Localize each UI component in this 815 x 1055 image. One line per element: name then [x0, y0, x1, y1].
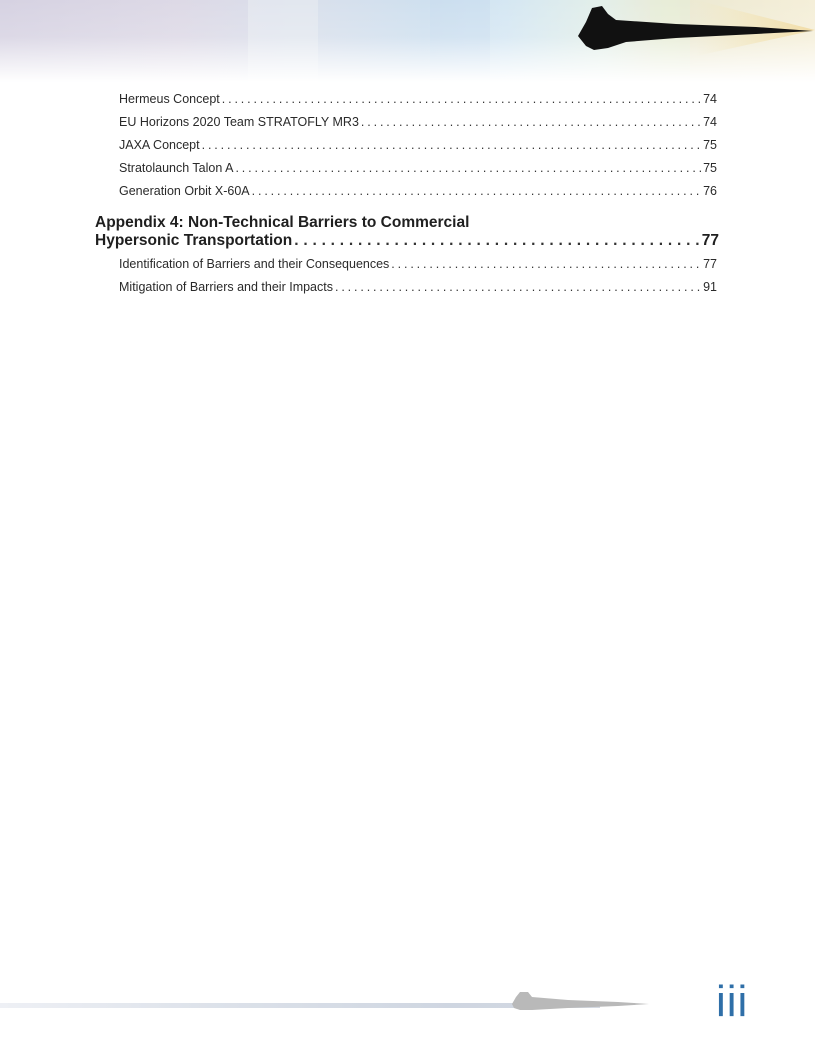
- toc-entry-jaxa[interactable]: [119, 138, 717, 152]
- header-banner: [0, 0, 815, 82]
- hypersonic-aircraft-icon: [556, 0, 815, 56]
- footer-aircraft-icon: [508, 990, 650, 1012]
- page-number: iii: [716, 977, 749, 1026]
- dot-leader: [252, 184, 701, 198]
- toc-entry-label: Stratolaunch Talon A: [119, 161, 234, 175]
- appendix-4-title[interactable]: Appendix 4: Non-Technical Barriers to Commercial: [95, 214, 470, 231]
- toc-entry-page: 74: [703, 92, 717, 106]
- dot-leader: [391, 257, 701, 271]
- dot-leader: [235, 161, 701, 175]
- toc-entry-stratofly[interactable]: [119, 115, 717, 129]
- dot-leader: [294, 232, 700, 250]
- toc-entry-label: Hypersonic Transportation: [95, 232, 293, 249]
- toc-entry-hermeus[interactable]: [119, 92, 717, 106]
- dot-leader: [222, 92, 701, 106]
- toc-entry-page: 75: [703, 161, 717, 175]
- toc-entry-label: Mitigation of Barriers and their Impacts: [119, 280, 333, 294]
- toc-entry-label: Generation Orbit X-60A: [119, 184, 250, 198]
- toc-entry-label: Identification of Barriers and their Consequences: [119, 257, 390, 271]
- toc-entry-talon-a[interactable]: [119, 161, 717, 175]
- dot-leader: [361, 115, 701, 129]
- toc-entry-page: 75: [703, 138, 717, 152]
- toc-entry-label: Hermeus Concept: [119, 92, 220, 106]
- dot-leader: [335, 280, 701, 294]
- toc-entry-page: 74: [703, 115, 717, 129]
- toc-entry-page: 77: [703, 257, 717, 271]
- toc-entry-page: 77: [701, 232, 719, 249]
- toc-entry-identification-of-barriers[interactable]: [119, 257, 717, 271]
- toc-entry-x60a[interactable]: [119, 184, 717, 198]
- toc-entry-page: 91: [703, 280, 717, 294]
- toc-entry-label: JAXA Concept: [119, 138, 200, 152]
- toc-entry-mitigation-of-barriers[interactable]: [119, 280, 717, 294]
- dot-leader: [202, 138, 701, 152]
- toc-entry-appendix-4[interactable]: [95, 232, 719, 250]
- toc-entry-page: 76: [703, 184, 717, 198]
- toc-entry-label: EU Horizons 2020 Team STRATOFLY MR3: [119, 115, 359, 129]
